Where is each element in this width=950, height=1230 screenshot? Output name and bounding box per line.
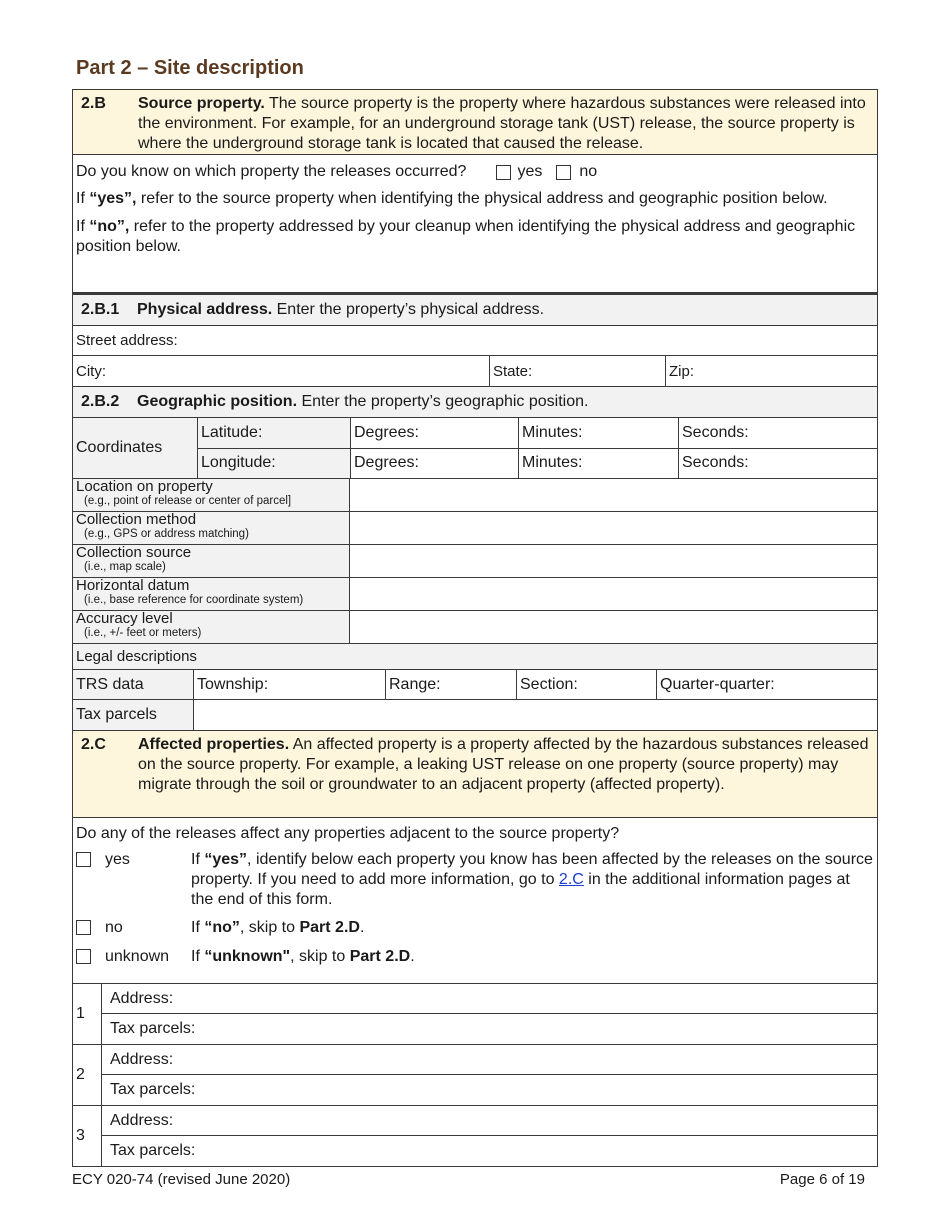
affected-unknown-checkbox[interactable]	[76, 949, 91, 964]
property-tax-parcels-field[interactable]: Tax parcels:	[110, 1142, 196, 1159]
section-description: The source property is the property where hazardous substances were released into the environment. For example, for an underground storage tank (UST) release, the source property is where the underground storage tank is located that caused the release.	[138, 95, 866, 152]
tax-parcels-field[interactable]	[193, 700, 877, 730]
geo-field-input[interactable]	[349, 512, 877, 544]
affected-yes-label: yes	[105, 851, 130, 868]
page-title: Part 2 – Site description	[76, 57, 304, 79]
affected-no-option	[76, 918, 874, 938]
longitude-minutes-field[interactable]: Minutes:	[518, 449, 678, 479]
section-number: 2.B	[81, 95, 106, 112]
affected-properties-list	[72, 984, 878, 1167]
latitude-label: Latitude:	[198, 418, 350, 448]
source-known-no-label: no	[579, 163, 598, 180]
subsection-description: Enter the property’s physical address.	[272, 301, 545, 318]
coordinates-block	[72, 418, 878, 479]
geo-field-row	[72, 611, 878, 644]
subsection-title: Physical address.	[137, 301, 273, 318]
subsection-number: 2.B.2	[81, 393, 120, 410]
trs-label: TRS data	[73, 670, 193, 699]
section-title: Source property.	[138, 95, 265, 112]
section-2c-header	[72, 731, 878, 818]
longitude-label: Longitude:	[198, 449, 350, 479]
property-address-field[interactable]: Address:	[102, 984, 877, 1014]
latitude-seconds-field[interactable]: Seconds:	[678, 418, 877, 448]
longitude-degrees-field[interactable]: Degrees:	[350, 449, 518, 479]
property-number: 3	[76, 1127, 85, 1144]
geo-field-input[interactable]	[349, 545, 877, 577]
source-known-no-checkbox[interactable]	[556, 165, 571, 180]
street-address-label: Street address:	[76, 332, 178, 349]
geo-fields	[72, 479, 878, 644]
longitude-row	[198, 449, 877, 479]
affected-question-block	[72, 818, 878, 984]
geo-field-row	[72, 578, 878, 611]
latitude-minutes-field[interactable]: Minutes:	[518, 418, 678, 448]
property-number: 1	[76, 1005, 85, 1022]
geo-field-label: Collection method (e.g., GPS or address matching)	[73, 512, 349, 544]
state-field[interactable]: State:	[489, 356, 665, 386]
tax-parcels-row	[72, 700, 878, 731]
source-known-yes-label: yes	[517, 163, 543, 180]
if-yes-instruction: If “yes”, refer to the source property when identifying the physical address and geographic position below.	[76, 190, 828, 207]
latitude-degrees-field[interactable]: Degrees:	[350, 418, 518, 448]
subsection-description: Enter the property’s geographic position.	[297, 393, 589, 410]
source-known-yes-checkbox[interactable]	[496, 165, 511, 180]
affected-property-row	[72, 984, 878, 1045]
section-description: An affected property is a property affected by the hazardous substances released on the source property. For example, a leaking UST release on one property (source property) may migrate through the soil or groundwater to an adjacent property (affected property).	[138, 736, 869, 793]
geo-field-row	[72, 512, 878, 545]
longitude-seconds-field[interactable]: Seconds:	[678, 449, 877, 479]
section-2b-header	[72, 89, 878, 155]
zip-field[interactable]: Zip:	[665, 356, 877, 386]
street-address-row[interactable]	[72, 326, 878, 356]
geo-field-label: Accuracy level (i.e., +/- feet or meters)	[73, 611, 349, 643]
property-tax-parcels-field[interactable]: Tax parcels:	[110, 1081, 196, 1098]
subsection-title: Geographic position.	[137, 393, 298, 410]
quarter-quarter-field[interactable]: Quarter-quarter:	[656, 670, 877, 699]
geo-field-input[interactable]	[349, 578, 877, 610]
affected-unknown-instruction: If “unknown", skip to Part 2.D.	[191, 948, 415, 965]
affected-unknown-option	[76, 947, 874, 967]
section-2b2-header	[72, 387, 878, 418]
geo-field-input[interactable]	[349, 611, 877, 643]
affected-no-checkbox[interactable]	[76, 920, 91, 935]
if-no-instruction: If “no”, refer to the property addressed by your cleanup when identifying the physical address and geographic position below.	[76, 218, 856, 255]
property-tax-parcels-field[interactable]: Tax parcels:	[110, 1020, 196, 1037]
section-number: 2.C	[81, 736, 106, 753]
legal-descriptions-header	[72, 644, 878, 670]
source-known-block	[72, 155, 878, 293]
affected-property-row	[72, 1045, 878, 1106]
section-title: Affected properties.	[138, 736, 290, 753]
section-field[interactable]: Section:	[516, 670, 656, 699]
tax-parcels-label: Tax parcels	[73, 700, 193, 730]
geo-field-label: Location on property (e.g., point of release or center of parcel]	[73, 479, 349, 511]
geo-field-input[interactable]	[349, 479, 877, 511]
subsection-number: 2.B.1	[81, 301, 120, 318]
section-2b1-header	[72, 293, 878, 326]
affected-property-row	[72, 1106, 878, 1167]
affected-yes-instruction: If “yes”, identify below each property you know has been affected by the releases on the source property. If you need to add more information, go to 2.C in the additional information pages at the end of this form.	[191, 851, 873, 908]
township-field[interactable]: Township:	[193, 670, 385, 699]
geo-field-label: Horizontal datum (i.e., base reference for coordinate system)	[73, 578, 349, 610]
city-state-zip-row	[72, 356, 878, 387]
range-field[interactable]: Range:	[385, 670, 516, 699]
affected-yes-checkbox[interactable]	[76, 852, 91, 867]
city-field[interactable]: City:	[76, 362, 106, 380]
affected-no-label: no	[105, 919, 123, 936]
affected-question: Do any of the releases affect any properties adjacent to the source property?	[76, 825, 620, 842]
affected-yes-option	[76, 850, 874, 910]
page-number: Page 6 of 19	[779, 1171, 865, 1188]
property-number: 2	[76, 1066, 85, 1083]
section-2c-link[interactable]: 2.C	[558, 871, 584, 888]
affected-unknown-label: unknown	[105, 948, 170, 965]
source-known-question: Do you know on which property the releases occurred?	[76, 163, 467, 180]
coordinates-label: Coordinates	[73, 418, 197, 478]
property-address-field[interactable]: Address:	[102, 1106, 877, 1136]
geo-field-row	[72, 545, 878, 578]
geo-field-label: Collection source (i.e., map scale)	[73, 545, 349, 577]
latitude-row	[198, 418, 877, 449]
trs-row	[72, 670, 878, 700]
legal-descriptions-label: Legal descriptions	[76, 648, 197, 665]
site-description-form	[72, 89, 878, 1167]
property-address-field[interactable]: Address:	[102, 1045, 877, 1075]
affected-no-instruction: If “no”, skip to Part 2.D.	[191, 919, 365, 936]
geo-field-row	[72, 479, 878, 512]
form-id: ECY 020-74 (revised June 2020)	[72, 1171, 291, 1188]
